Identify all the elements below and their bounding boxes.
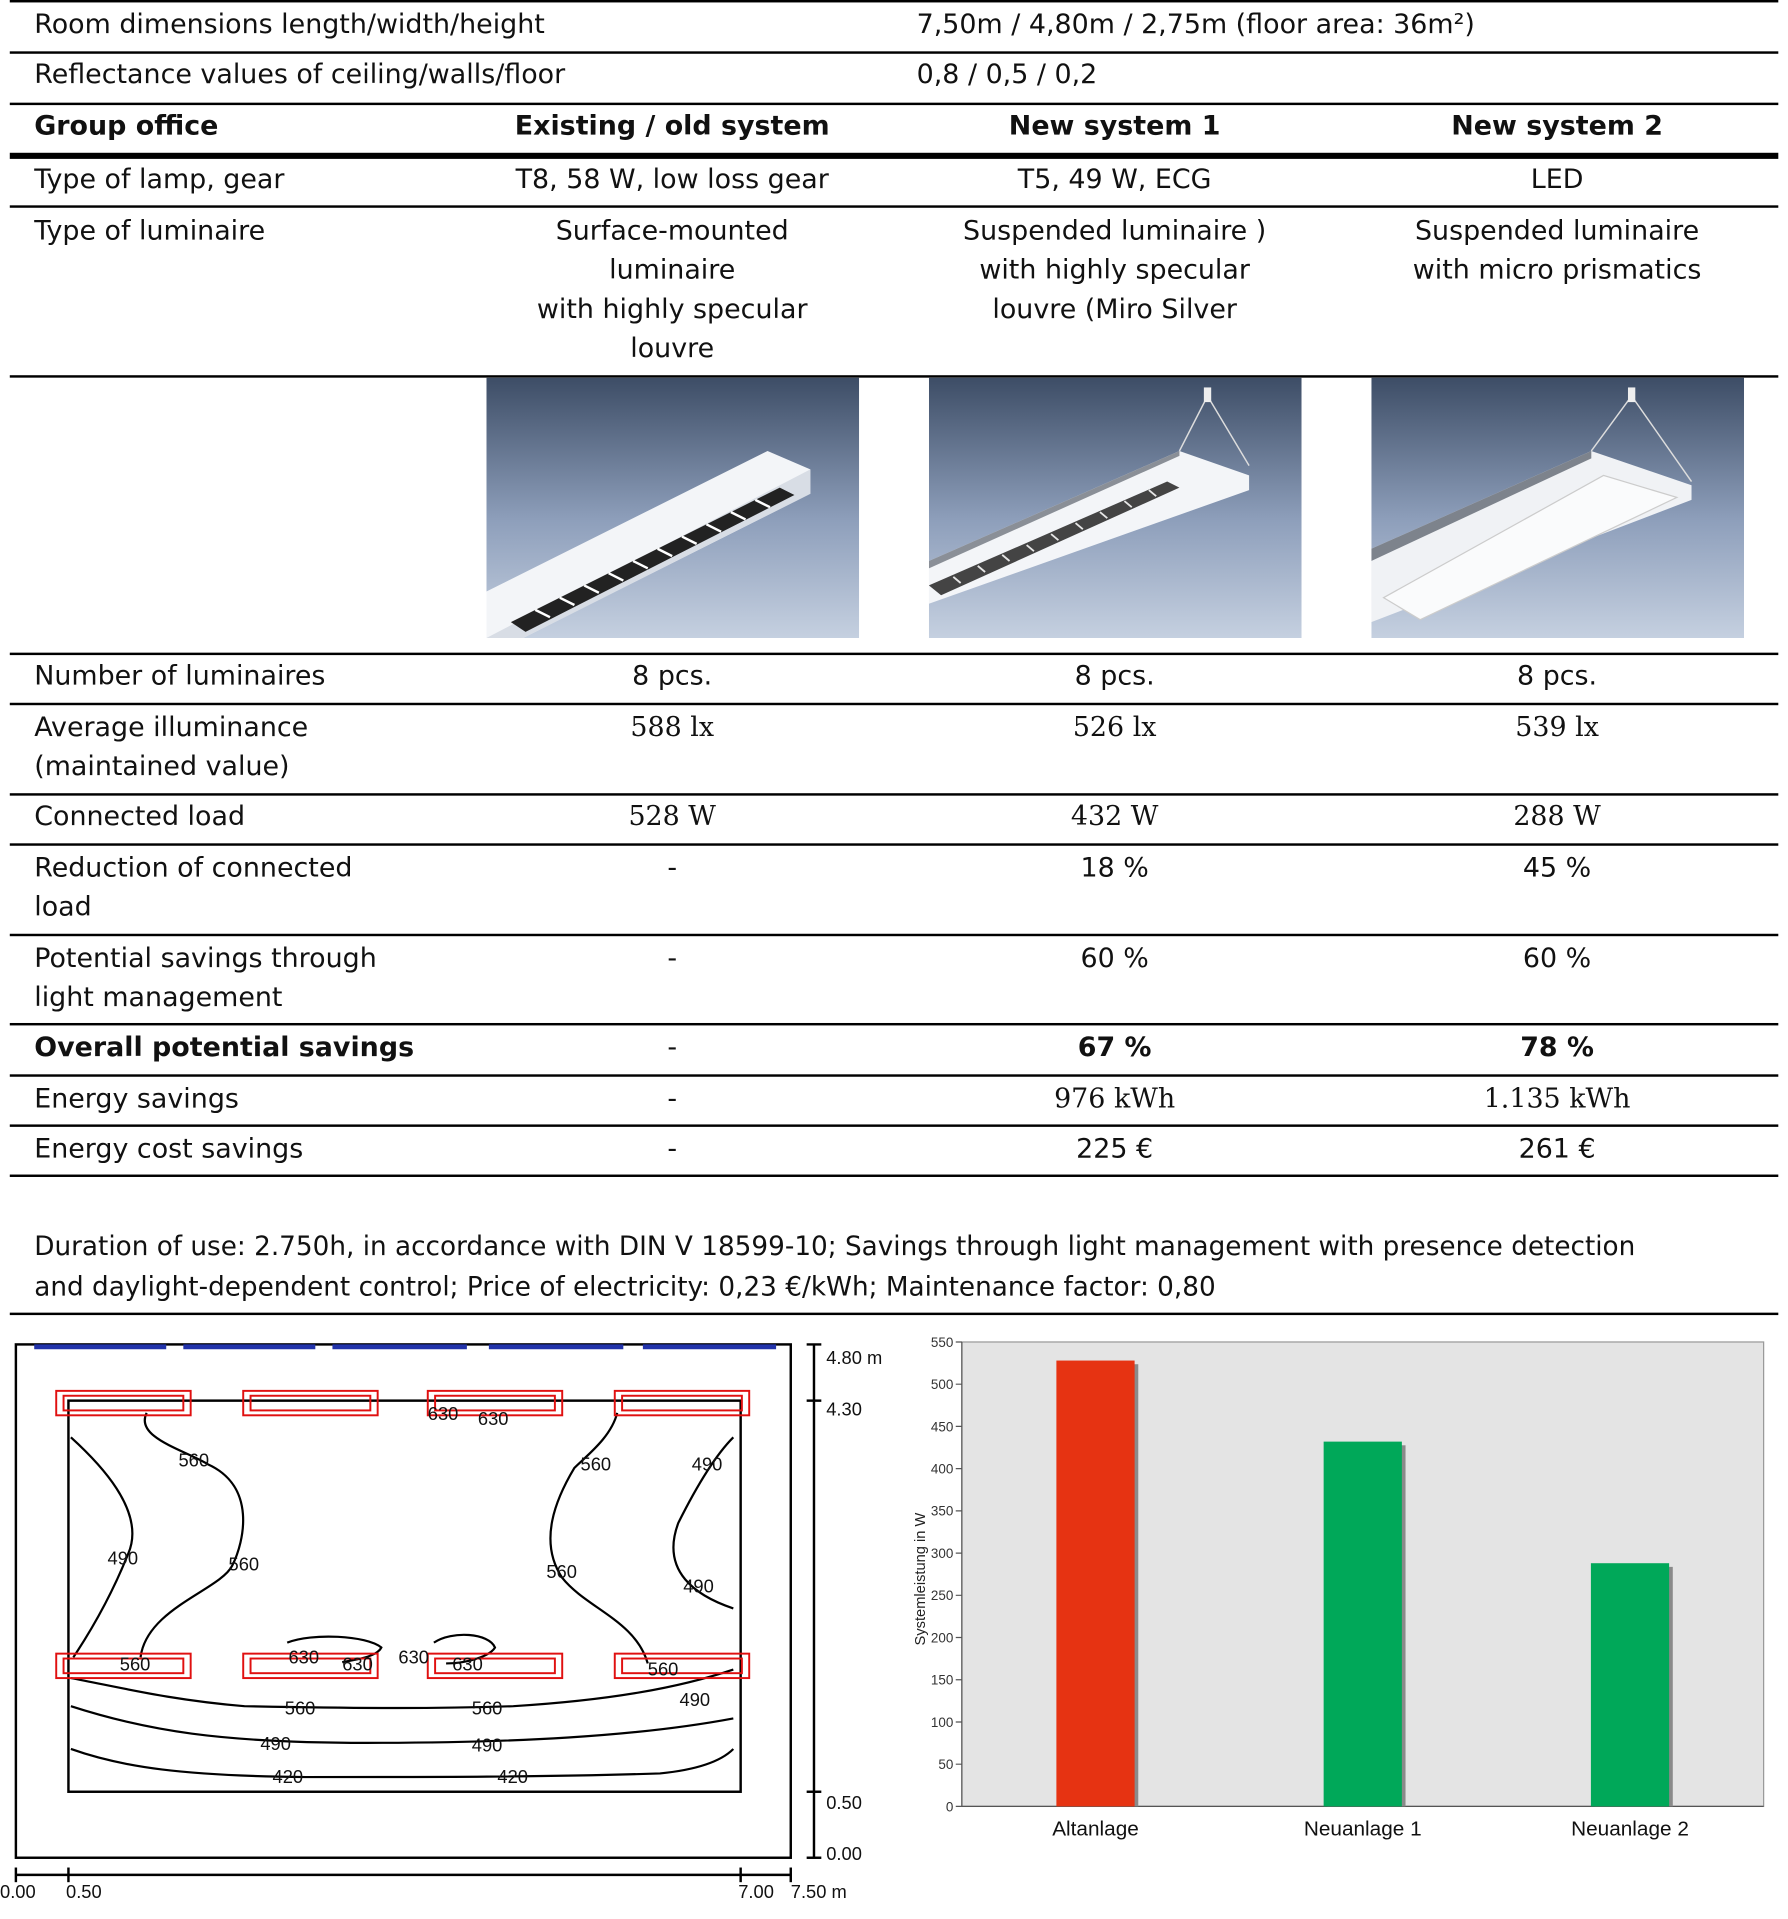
bar-2 (1324, 1442, 1402, 1807)
lamp-new-1: T5, 49 W, ECG (1017, 164, 1212, 196)
header-row-label: Group office (34, 111, 219, 142)
reduction-new-2: 45 % (1522, 853, 1592, 884)
load-new-1: 432 W (1070, 801, 1159, 833)
header-new-system-2: New system 2 (1451, 111, 1663, 142)
rule (10, 934, 1779, 936)
isoline-label: 560 (647, 1658, 679, 1680)
rule (10, 103, 1779, 105)
isoline-label: 560 (284, 1697, 316, 1719)
reduction-existing: - (667, 853, 678, 884)
load-new-2: 288 W (1513, 801, 1601, 833)
dim-x-high: 7.00 (738, 1882, 774, 1903)
header-existing: Existing / old system (514, 111, 830, 142)
dim-x-low: 0.50 (65, 1882, 102, 1903)
isoline-label: 630 (427, 1403, 459, 1425)
isoline-label: 560 (471, 1697, 503, 1719)
suspended-led-luminaire-photo (1371, 378, 1744, 638)
dim-y-top: 4.80 m (826, 1348, 883, 1369)
bar-chart-svg (901, 1322, 1788, 1860)
x-category-label: Altanlage (1052, 1817, 1139, 1841)
reflectance-value: 0,8 / 0,5 / 0,2 (916, 59, 1098, 91)
y-tick-label: 450 (930, 1419, 954, 1435)
count-existing: 8 pcs. (632, 661, 713, 692)
mgmt-existing: - (667, 943, 678, 975)
mgmt-label: Potential savings through light management (34, 943, 377, 1014)
y-tick-label: 150 (930, 1672, 954, 1688)
connected-load-chart (901, 1322, 1788, 1860)
y-axis-title: Systemleistung in W (913, 1512, 930, 1646)
x-category-label: Neuanlage 1 (1303, 1817, 1422, 1841)
reduction-new-1: 18 % (1080, 853, 1149, 884)
y-tick-label: 500 (930, 1377, 954, 1393)
rule (10, 1074, 1779, 1076)
y-tick-label: 100 (930, 1714, 954, 1730)
lamp-label: Type of lamp, gear (34, 164, 285, 196)
mgmt-new-1: 60 % (1080, 943, 1149, 975)
rule (10, 1124, 1779, 1126)
surface-luminaire-photo (486, 378, 859, 638)
cost-new-1: 225 € (1076, 1134, 1154, 1165)
illuminance-existing: 588 lx (630, 712, 715, 744)
y-tick-label: 400 (930, 1461, 954, 1477)
rule (10, 653, 1779, 655)
load-existing: 528 W (628, 801, 716, 833)
y-tick-label: 300 (930, 1545, 954, 1561)
isoline-label: 490 (691, 1453, 723, 1475)
energy-new-2: 1.135 kWh (1483, 1084, 1631, 1115)
header-new-system-1: New system 1 (1008, 111, 1221, 142)
dim-x-zero: 0.00 (0, 1882, 36, 1903)
isoline-label: 630 (452, 1653, 483, 1675)
cost-label: Energy cost savings (34, 1134, 304, 1165)
isoline-label: 560 (178, 1449, 210, 1471)
cost-new-2: 261 € (1518, 1134, 1596, 1165)
energy-existing: - (667, 1084, 678, 1115)
rule (10, 1313, 1779, 1315)
illuminance-label: Average illuminance (maintained value) (34, 712, 309, 783)
reduction-label: Reduction of connected load (34, 853, 353, 923)
y-tick-label: 0 (945, 1799, 954, 1815)
energy-new-1: 976 kWh (1054, 1084, 1176, 1115)
overall-label: Overall potential savings (34, 1032, 415, 1064)
rule (10, 0, 1779, 2)
count-new-1: 8 pcs. (1074, 661, 1155, 692)
bar-1 (1056, 1361, 1134, 1807)
isoline-label: 560 (119, 1653, 151, 1675)
luminaire-new-2: Suspended luminaire with micro prismatics (1412, 216, 1702, 286)
isolux-floor-plan (0, 1327, 898, 1919)
mgmt-new-2: 60 % (1522, 943, 1592, 975)
isoline-label: 420 (497, 1766, 529, 1788)
cost-existing: - (667, 1134, 678, 1165)
isoline-label: 560 (546, 1560, 577, 1582)
lamp-existing: T8, 58 W, low loss gear (515, 164, 829, 196)
overall-new-1: 67 % (1077, 1032, 1152, 1064)
isoline-label: 630 (398, 1646, 430, 1668)
isoline-label: 560 (580, 1453, 612, 1475)
isoline-label: 420 (272, 1766, 304, 1788)
dim-y-zero: 0.00 (826, 1844, 862, 1866)
dim-y-low: 0.50 (826, 1792, 862, 1814)
dim-y-inner: 4.30 (826, 1399, 862, 1421)
suspended-louvre-luminaire-photo (929, 378, 1302, 638)
isoline-label: 490 (679, 1689, 711, 1711)
luminaire-existing: Surface-mounted luminaire with highly specular louvre (536, 216, 808, 365)
lamp-new-2: LED (1530, 164, 1584, 196)
isoline-label: 490 (683, 1575, 714, 1597)
y-tick-label: 50 (938, 1757, 954, 1773)
count-new-2: 8 pcs. (1517, 661, 1598, 692)
y-tick-label: 200 (930, 1630, 954, 1646)
illuminance-new-1: 526 lx (1072, 712, 1157, 744)
rule (10, 793, 1779, 795)
energy-label: Energy savings (34, 1084, 239, 1115)
isoline-label: 630 (288, 1646, 320, 1668)
overall-existing: - (667, 1032, 678, 1064)
y-tick-label: 350 (930, 1503, 954, 1519)
dim-x-end: 7.50 m (790, 1882, 847, 1903)
rule (10, 205, 1779, 207)
rule (10, 843, 1779, 845)
room-dimensions-value: 7,50m / 4,80m / 2,75m (floor area: 36m²) (916, 9, 1475, 41)
rule (10, 703, 1779, 705)
isoline-label: 490 (107, 1547, 139, 1569)
luminaire-label: Type of luminaire (34, 216, 266, 247)
reflectance-label: Reflectance values of ceiling/walls/floor (34, 59, 566, 91)
footnote-line-1: Duration of use: 2.750h, in accordance with DIN V 18599-10; Savings through light management with presence detection (34, 1231, 1636, 1263)
y-tick-label: 250 (930, 1588, 954, 1604)
bar-3 (1591, 1563, 1669, 1806)
rule (10, 51, 1779, 53)
count-label: Number of luminaires (34, 661, 326, 692)
overall-new-2: 78 % (1520, 1032, 1594, 1064)
rule (10, 153, 1779, 159)
isoline-label: 490 (260, 1733, 291, 1755)
isoline-label: 630 (477, 1408, 509, 1430)
illuminance-new-2: 539 lx (1515, 712, 1599, 744)
footnote-line-2: and daylight-dependent control; Price of electricity: 0,23 €/kWh; Maintenance factor: 0,80 (34, 1272, 1216, 1303)
isoline-label: 490 (471, 1734, 503, 1756)
isoline-label: 630 (342, 1653, 373, 1675)
rule (10, 1023, 1779, 1025)
isoline-label: 560 (228, 1553, 260, 1575)
x-category-label: Neuanlage 2 (1571, 1817, 1689, 1841)
luminaire-new-1: Suspended luminaire ) with highly specular louvre (Miro Silver (963, 216, 1267, 326)
load-label: Connected load (34, 801, 246, 833)
rule (10, 1175, 1779, 1177)
y-tick-label: 550 (930, 1334, 954, 1350)
room-dimensions-label: Room dimensions length/width/height (34, 9, 545, 41)
